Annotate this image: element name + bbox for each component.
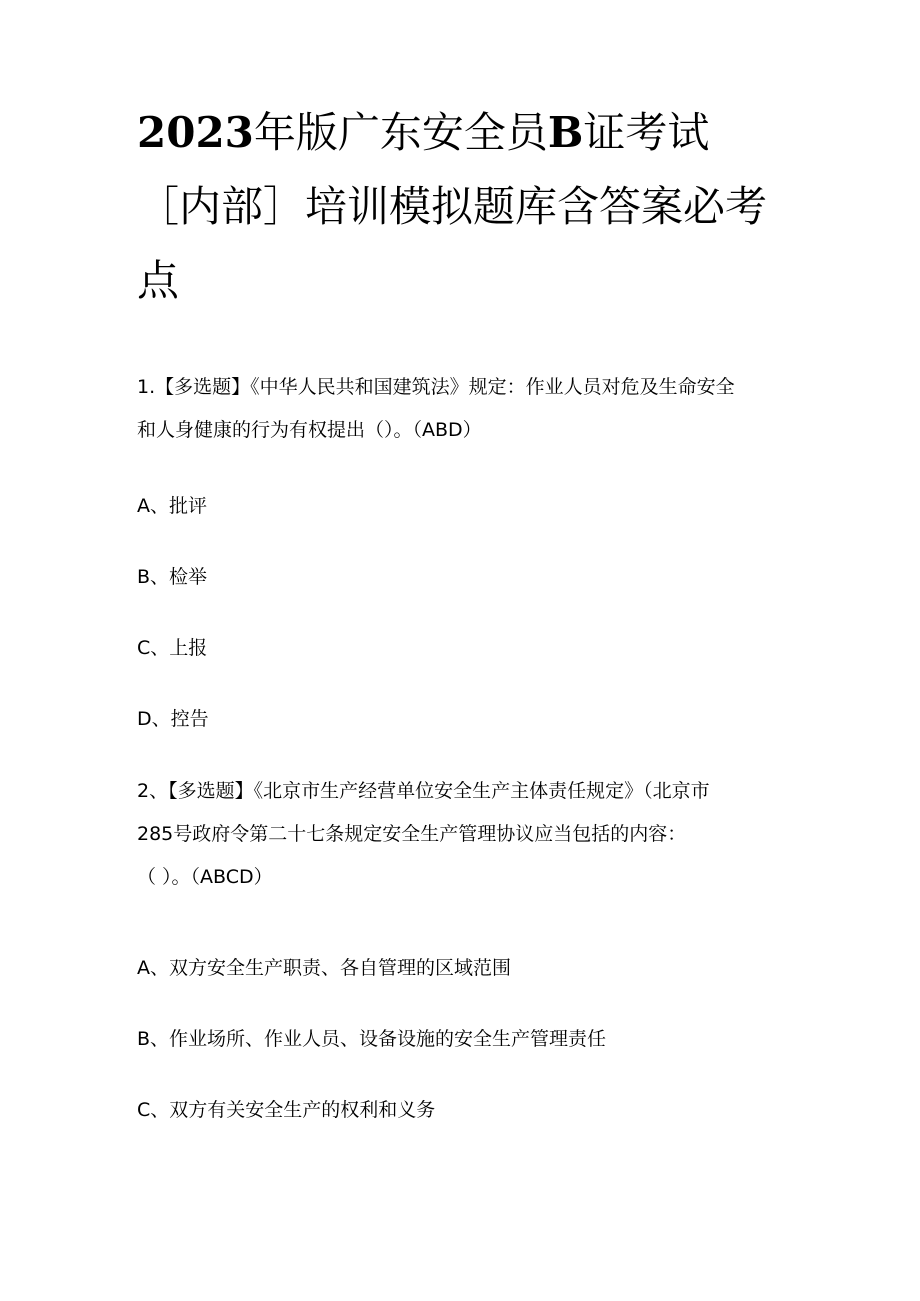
title-line: 2023年版广东安全员B证考试 <box>137 108 710 157</box>
title-line: ［内部］培训模拟题库含答案必考 <box>137 182 768 231</box>
question-stem-line: 285号政府令第二十七条规定安全生产管理协议应当包括的内容： <box>137 823 687 845</box>
document-title <box>137 108 787 334</box>
question-1-stem <box>137 378 735 440</box>
question-1-option-a: A、批评 <box>137 495 207 517</box>
question-stem-line: 2、【多选题】《北京市生产经营单位安全生产主体责任规定》（北京市 <box>137 780 710 802</box>
question-stem-line: 和人身健康的行为有权提出（）。（ABD） <box>137 419 482 441</box>
question-2-stem <box>137 782 710 887</box>
question-1-option-d: D、控告 <box>137 708 209 730</box>
question-1-option-b: B、检举 <box>137 566 208 588</box>
question-stem-line: （ ）。（ABCD） <box>137 866 273 888</box>
title-line: 点 <box>137 256 180 305</box>
question-1-option-c: C、上报 <box>137 637 208 659</box>
question-stem-line: 1.【多选题】《中华人民共和国建筑法》规定：作业人员对危及生命安全 <box>137 376 735 398</box>
question-2-option-a: A、双方安全生产职责、各自管理的区域范围 <box>137 957 511 979</box>
question-2-option-c: C、双方有关安全生产的权利和义务 <box>137 1099 436 1121</box>
question-2-option-b: B、作业场所、作业人员、设备设施的安全生产管理责任 <box>137 1028 607 1050</box>
